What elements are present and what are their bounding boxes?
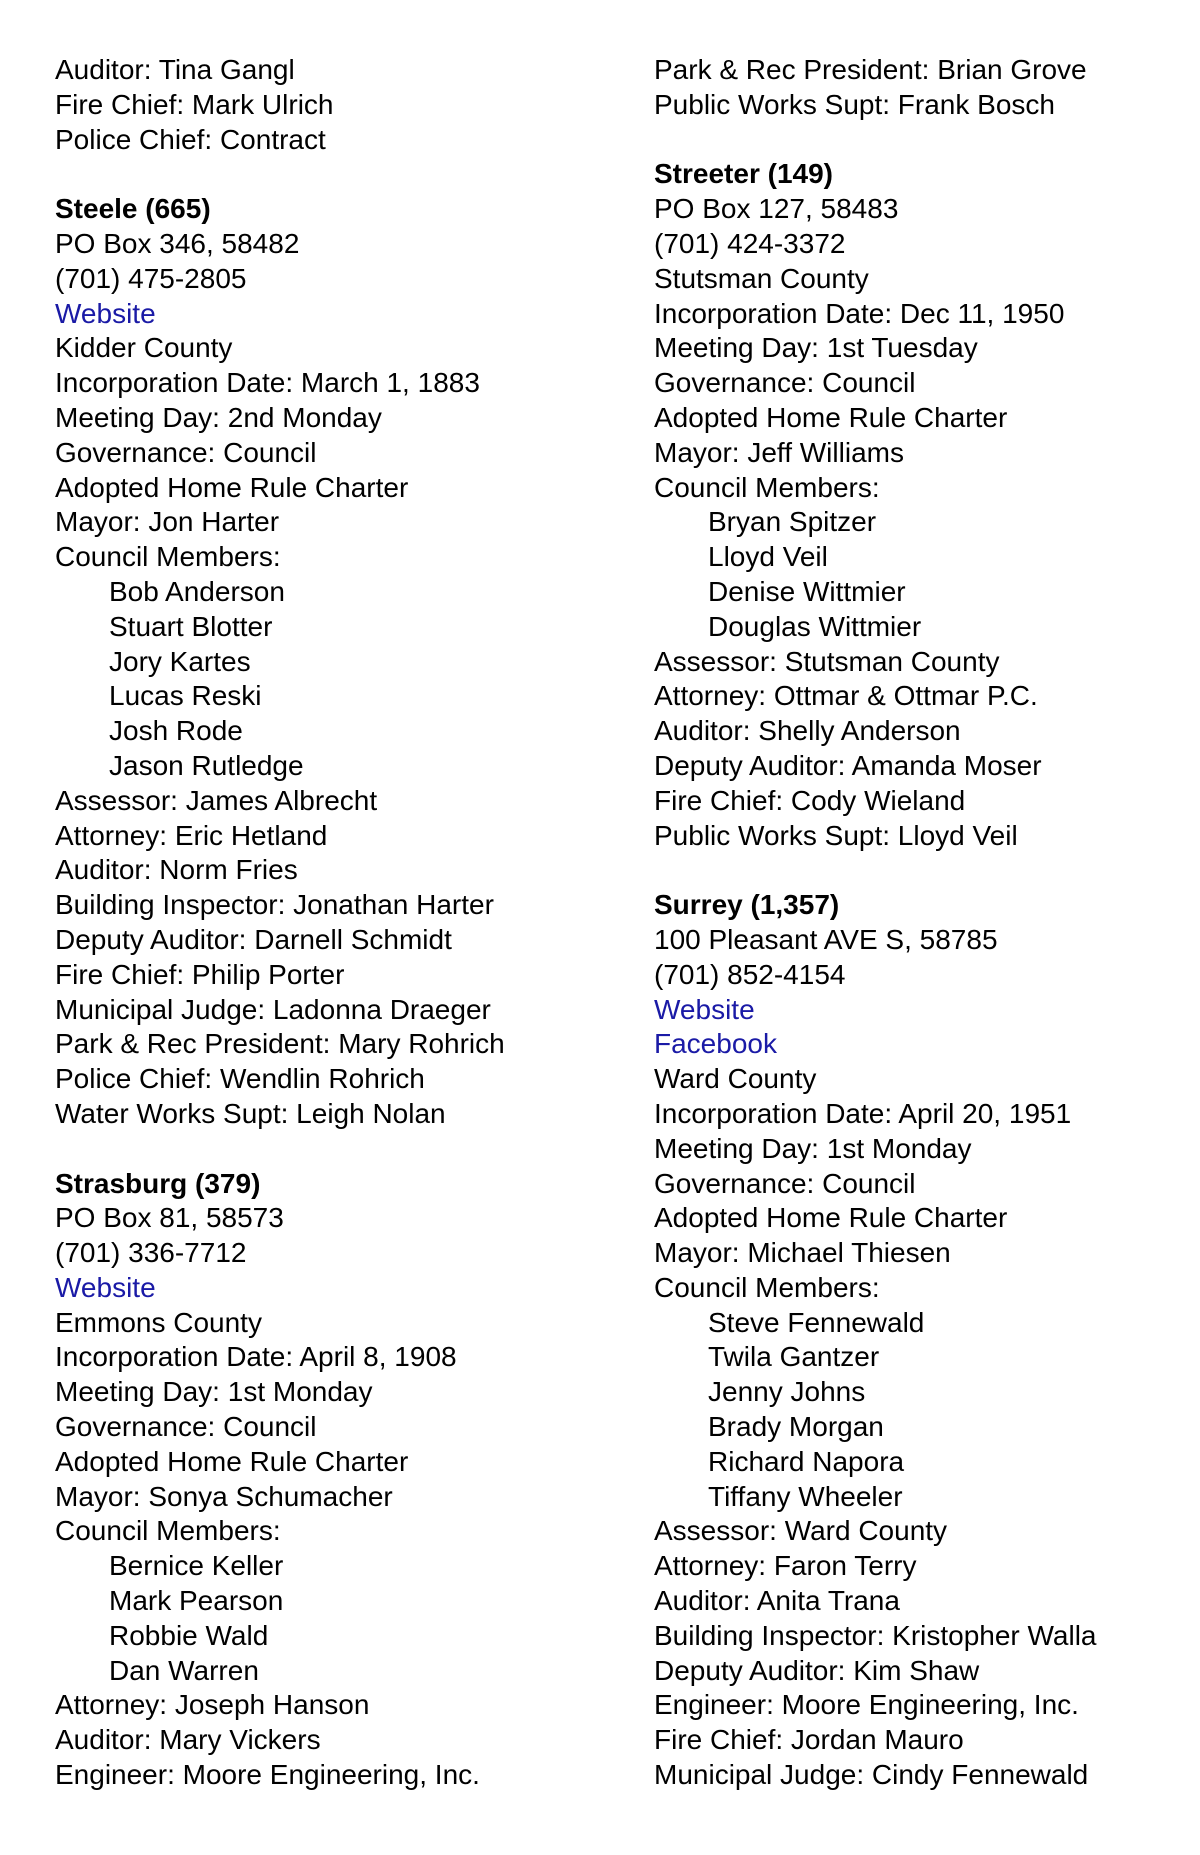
info-line: Engineer: Moore Engineering, Inc. [654, 1689, 1079, 1721]
info-line: Deputy Auditor: Kim Shaw [654, 1654, 980, 1686]
council-member: Josh Rode [109, 715, 243, 747]
council-member: Bernice Keller [109, 1550, 284, 1582]
info-line: Adopted Home Rule Charter [55, 471, 409, 503]
info-line: (701) 852-4154 [654, 958, 846, 990]
info-line: Building Inspector: Jonathan Harter [55, 889, 494, 921]
council-member: Bob Anderson [109, 575, 285, 607]
city-heading: Streeter (149) [654, 158, 833, 190]
council-member: Mark Pearson [109, 1585, 284, 1617]
info-line: Adopted Home Rule Charter [654, 401, 1008, 433]
blank-line [55, 157, 615, 192]
council-member: Tiffany Wheeler [708, 1480, 903, 1512]
council-member: Robbie Wald [109, 1619, 269, 1651]
info-line: Emmons County [55, 1306, 262, 1338]
info-line: Governance: Council [55, 436, 317, 468]
website-link[interactable]: Website [55, 1271, 156, 1303]
blank-line [55, 1132, 615, 1167]
info-line: Incorporation Date: March 1, 1883 [55, 367, 480, 399]
info-line: Park & Rec President: Brian Grove [654, 54, 1087, 85]
info-line: Auditor: Tina Gangl [55, 54, 295, 85]
council-member: Bryan Spitzer [708, 506, 877, 538]
info-line: Auditor: Shelly Anderson [654, 715, 961, 747]
info-line: Council Members: [55, 541, 281, 573]
info-line: Incorporation Date: April 8, 1908 [55, 1341, 457, 1373]
info-line: Council Members: [55, 1515, 281, 1547]
council-member: Douglas Wittmier [708, 610, 922, 642]
info-line: Police Chief: Wendlin Rohrich [55, 1063, 425, 1095]
info-line: Stutsman County [654, 262, 869, 294]
info-line: Water Works Supt: Leigh Nolan [55, 1097, 446, 1129]
info-line: Council Members: [654, 471, 880, 503]
council-member: Denise Wittmier [708, 575, 906, 607]
info-line: (701) 424-3372 [654, 227, 846, 259]
info-line: Governance: Council [55, 1411, 317, 1443]
council-member: Lloyd Veil [708, 541, 828, 573]
info-line: Adopted Home Rule Charter [55, 1445, 409, 1477]
info-line: Attorney: Ottmar & Ottmar P.C. [654, 680, 1038, 712]
council-member: Stuart Blotter [109, 610, 273, 642]
info-line: Auditor: Mary Vickers [55, 1724, 321, 1756]
info-line: Incorporation Date: April 20, 1951 [654, 1097, 1072, 1129]
info-line: Meeting Day: 1st Tuesday [654, 332, 978, 364]
info-line: Municipal Judge: Cindy Fennewald [654, 1759, 1089, 1791]
info-line: Fire Chief: Jordan Mauro [654, 1724, 964, 1756]
info-line: Deputy Auditor: Amanda Moser [654, 749, 1042, 781]
blank-line [654, 853, 1194, 888]
info-line: Attorney: Joseph Hanson [55, 1689, 370, 1721]
info-line: Mayor: Sonya Schumacher [55, 1480, 393, 1512]
council-member: Twila Gantzer [708, 1341, 880, 1373]
info-line: 100 Pleasant AVE S, 58785 [654, 923, 998, 955]
council-member: Lucas Reski [109, 680, 262, 712]
info-line: Mayor: Jeff Williams [654, 436, 904, 468]
info-line: Governance: Council [654, 1167, 916, 1199]
info-line: Assessor: Ward County [654, 1515, 948, 1547]
info-line: Engineer: Moore Engineering, Inc. [55, 1759, 480, 1791]
facebook-link[interactable]: Facebook [654, 1028, 777, 1060]
info-line: Building Inspector: Kristopher Walla [654, 1619, 1097, 1651]
info-line: Fire Chief: Cody Wieland [654, 784, 966, 816]
info-line: Auditor: Norm Fries [55, 854, 298, 886]
left-column [55, 53, 615, 1793]
info-line: Assessor: Stutsman County [654, 645, 1000, 677]
info-line: Incorporation Date: Dec 11, 1950 [654, 297, 1065, 329]
city-heading: Surrey (1,357) [654, 889, 840, 921]
info-line: Kidder County [55, 332, 233, 364]
info-line: Assessor: James Albrecht [55, 784, 378, 816]
council-member: Dan Warren [109, 1654, 259, 1686]
info-line: (701) 475-2805 [55, 262, 247, 294]
info-line: PO Box 127, 58483 [654, 193, 899, 225]
info-line: Meeting Day: 1st Monday [654, 1132, 972, 1164]
info-line: Municipal Judge: Ladonna Draeger [55, 993, 491, 1025]
website-link[interactable]: Website [654, 993, 755, 1025]
info-line: Adopted Home Rule Charter [654, 1202, 1008, 1234]
right-column [654, 53, 1194, 1793]
council-member: Jenny Johns [708, 1376, 866, 1408]
info-line: Council Members: [654, 1271, 880, 1303]
council-member: Jason Rutledge [109, 749, 304, 781]
info-line: Attorney: Eric Hetland [55, 819, 328, 851]
city-heading: Strasburg (379) [55, 1167, 261, 1199]
info-line: Mayor: Jon Harter [55, 506, 280, 538]
council-member: Richard Napora [708, 1445, 905, 1477]
blank-line [654, 123, 1194, 158]
info-line: Ward County [654, 1063, 817, 1095]
info-line: (701) 336-7712 [55, 1237, 247, 1269]
info-line: Fire Chief: Philip Porter [55, 958, 345, 990]
info-line: Auditor: Anita Trana [654, 1585, 900, 1617]
info-line: Governance: Council [654, 367, 916, 399]
council-member: Brady Morgan [708, 1411, 884, 1443]
info-line: Deputy Auditor: Darnell Schmidt [55, 923, 452, 955]
council-member: Jory Kartes [109, 645, 251, 677]
info-line: PO Box 346, 58482 [55, 227, 300, 259]
info-line: Police Chief: Contract [55, 123, 326, 155]
website-link[interactable]: Website [55, 297, 156, 329]
info-line: Meeting Day: 2nd Monday [55, 401, 382, 433]
city-heading: Steele (665) [55, 193, 211, 225]
info-line: PO Box 81, 58573 [55, 1202, 284, 1234]
info-line: Park & Rec President: Mary Rohrich [55, 1028, 505, 1060]
info-line: Public Works Supt: Frank Bosch [654, 88, 1055, 120]
info-line: Attorney: Faron Terry [654, 1550, 917, 1582]
council-member: Steve Fennewald [708, 1306, 925, 1338]
info-line: Public Works Supt: Lloyd Veil [654, 819, 1018, 851]
info-line: Mayor: Michael Thiesen [654, 1237, 951, 1269]
info-line: Fire Chief: Mark Ulrich [55, 88, 334, 120]
info-line: Meeting Day: 1st Monday [55, 1376, 373, 1408]
